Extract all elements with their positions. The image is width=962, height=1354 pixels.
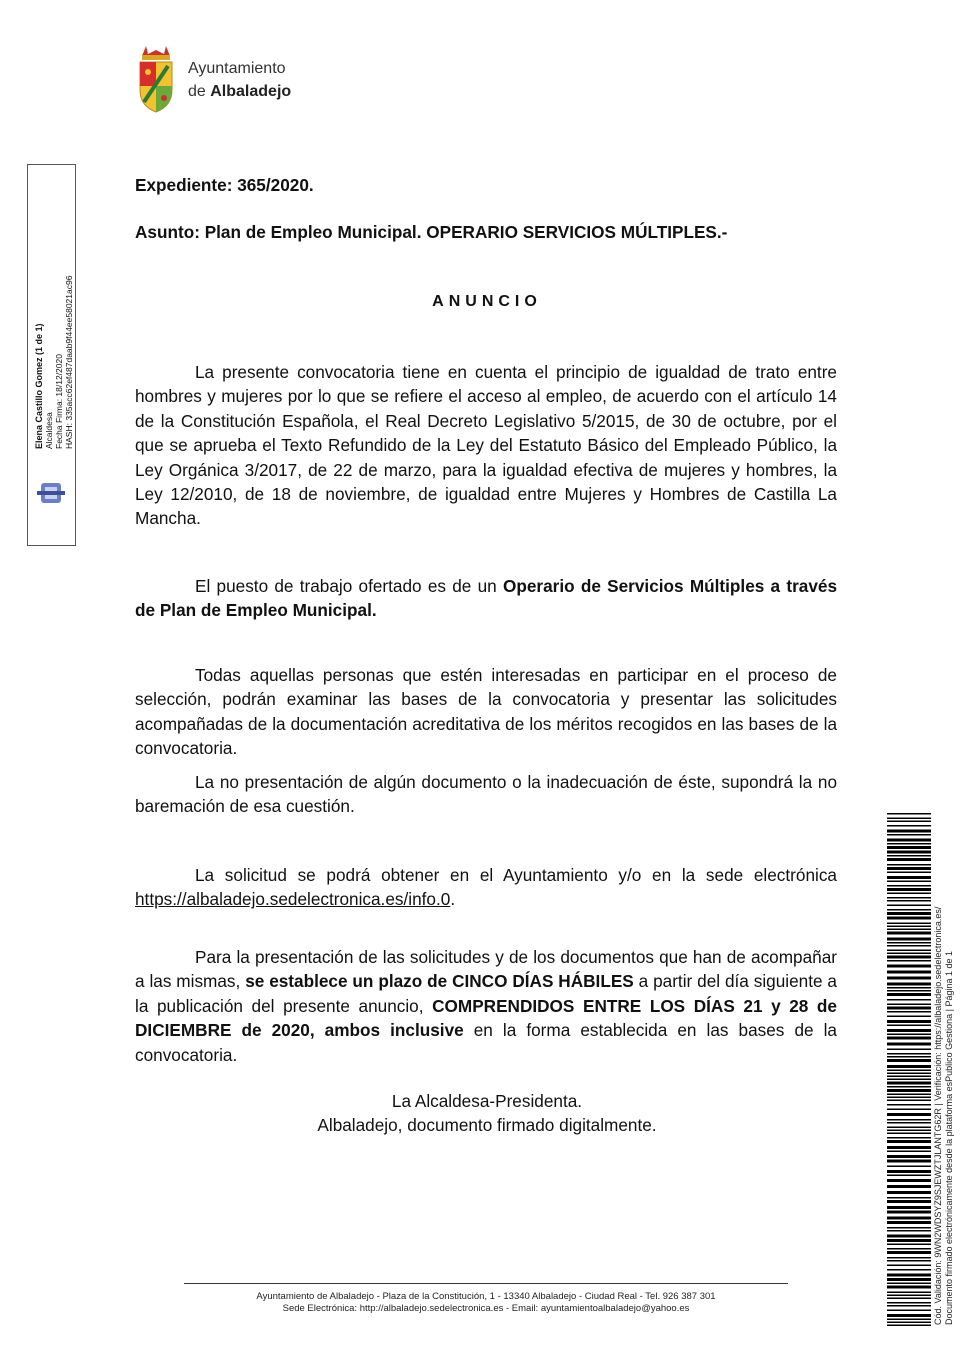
announcement-heading: ANUNCIO bbox=[432, 293, 542, 310]
validation-code: Cód. Validación: 9WN2WDSYZ9SJEWZTJLANTG62R | Verificación: https://albaladejo.sedelectronica.es/ bbox=[933, 906, 943, 1325]
paragraph-position: El puesto de trabajo ofertado es de un Operario de Servicios Múltiples a través de Plan de Empleo Municipal. bbox=[135, 576, 838, 621]
municipal-crest-logo bbox=[136, 42, 176, 114]
signer-role: Alcaldesa bbox=[44, 412, 54, 449]
validation-platform: Documento firmado electrónicamente desde la plataforma esPublico Gestiona | Página 1 de 1 bbox=[944, 950, 954, 1325]
paragraph-equality: La presente convocatoria tiene en cuenta el principio de igualdad de trato entre hombres y mujeres por lo que se refiere el acceso al empleo, de acuerdo con el artículo 14 de la Constitución Española, el Real Decreto Legislativo 5/2015, de 30 de octubre, por el que se aprueba el Texto Refundido de la Ley del Estatuto Básico del Empleado Público, la Ley Orgánica 3/2017, de 22 de marzo, para la igualdad efectiva de mujeres y hombres, la Ley 12/2010, de 18 de noviembre, de igualdad entre Mujeres y Hombres de Castilla La Mancha. bbox=[135, 362, 837, 529]
sede-electronica-link[interactable]: https://albaladejo.sedelectronica.es/info.0 bbox=[135, 889, 451, 910]
signature-hash: HASH: 335acc62ef487daab9f44ee58021ac96 bbox=[64, 275, 74, 449]
signature-seal-icon bbox=[37, 481, 65, 505]
signer-name: Elena Castillo Gomez (1 de 1) bbox=[34, 323, 44, 449]
signature-date: Fecha Firma: 18/12/2020 bbox=[54, 354, 64, 449]
paragraph-application-source: La solicitud se podrá obtener en el Ayuntamiento y/o en la sede electrónica https://albaladejo.sedelectronica.es/info.0. bbox=[135, 865, 837, 910]
signer-title: La Alcaldesa-Presidenta. bbox=[391, 1091, 583, 1111]
expediente: Expediente: 365/2020. bbox=[135, 175, 314, 195]
footer-address: Ayuntamiento de Albaladejo - Plaza de la Constitución, 1 - 13340 Albaladejo - Ciudad Real - Tel. 926 387 301 bbox=[256, 1291, 716, 1302]
validation-text bbox=[933, 907, 955, 1325]
org-name-line2: de Albaladejo bbox=[188, 83, 292, 100]
signing-place: Albaladejo, documento firmado digitalmente. bbox=[317, 1115, 657, 1135]
paragraph-missing-docs: La no presentación de algún documento o la inadecuación de éste, supondrá la no baremación de esa cuestión. bbox=[135, 772, 837, 817]
asunto: Asunto: Plan de Empleo Municipal. OPERARIO SERVICIOS MÚLTIPLES.- bbox=[135, 222, 728, 242]
signature-stamp-box bbox=[27, 164, 76, 546]
validation-barcode bbox=[887, 813, 931, 1327]
org-name-line1: Ayuntamiento bbox=[188, 60, 286, 77]
paragraph-deadline: Para la presentación de las solicitudes y de los documentos que han de acompañar a las mismas, se establece un plazo de CINCO DÍAS HÁBILES a partir del día siguiente a la publicación del presente anuncio, COMPRENDIDOS ENTRE LOS DÍAS 21 y 28 de DICIEMBRE de 2020, ambos inclusive en la forma establecida en las bases de la convocatoria. bbox=[135, 947, 837, 1065]
footer-divider bbox=[184, 1283, 788, 1284]
paragraph-applicants: Todas aquellas personas que estén interesadas en participar en el proceso de selección, podrán examinar las bases de la convocatoria y presentar las solicitudes acompañadas de la documentación acreditativa de los méritos recogidos en las bases de la convocatoria. bbox=[135, 665, 837, 759]
footer-contact: Sede Electrónica: http://albaladejo.sedelectronica.es - Email: ayuntamientoalbaladejo@yahoo.es bbox=[282, 1303, 690, 1314]
